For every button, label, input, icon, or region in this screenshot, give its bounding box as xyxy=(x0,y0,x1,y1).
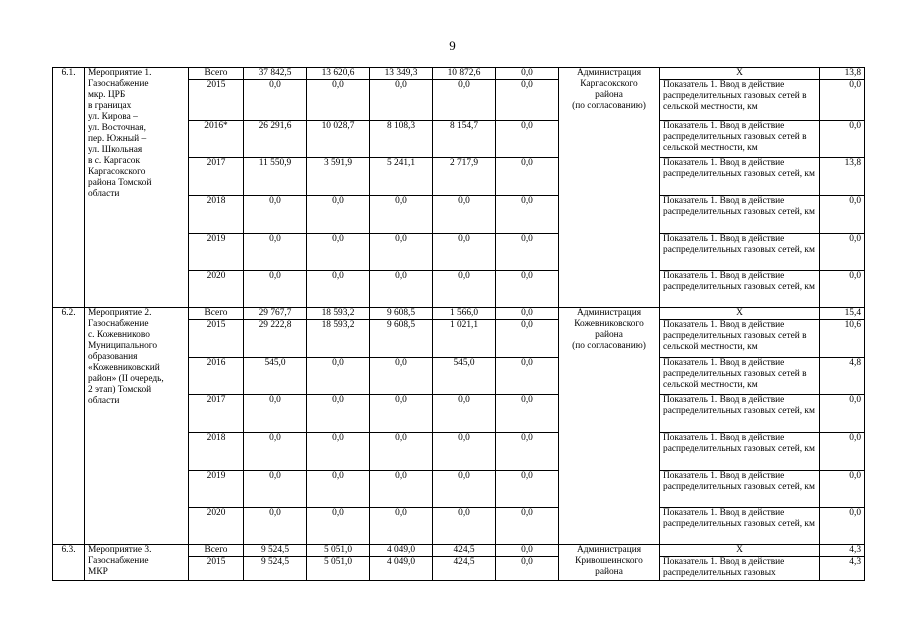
indicator-cell: Показатель 1. Ввод в действие распределительных газовых сетей, км xyxy=(660,471,820,508)
other-cell: 0,0 xyxy=(496,234,559,271)
indicator-cell: Х xyxy=(660,308,820,320)
table-row xyxy=(53,308,865,320)
local-cell: 0,0 xyxy=(433,508,496,545)
other-cell: 0,0 xyxy=(496,308,559,320)
total-cell: 9 524,5 xyxy=(244,545,307,557)
total-cell: 545,0 xyxy=(244,358,307,395)
indicator-value: 0,0 xyxy=(820,196,865,234)
regional-cell: 8 108,3 xyxy=(370,121,433,158)
other-cell: 0,0 xyxy=(496,80,559,121)
federal-cell: 18 593,2 xyxy=(307,320,370,358)
local-cell: 0,0 xyxy=(433,234,496,271)
indicator-value: 15,4 xyxy=(820,308,865,320)
year-cell: 2020 xyxy=(189,508,244,545)
indicator-value: 0,0 xyxy=(820,471,865,508)
federal-cell: 0,0 xyxy=(307,196,370,234)
item-number: 6.1. xyxy=(53,68,85,308)
total-cell: 0,0 xyxy=(244,433,307,471)
year-cell: 2017 xyxy=(189,395,244,433)
federal-cell: 10 028,7 xyxy=(307,121,370,158)
year-cell: 2015 xyxy=(189,320,244,358)
local-cell: 0,0 xyxy=(433,471,496,508)
total-cell: 9 524,5 xyxy=(244,557,307,581)
indicator-cell: Х xyxy=(660,68,820,80)
regional-cell: 0,0 xyxy=(370,196,433,234)
other-cell: 0,0 xyxy=(496,68,559,80)
item-number: 6.2. xyxy=(53,308,85,545)
other-cell: 0,0 xyxy=(496,395,559,433)
indicator-cell: Показатель 1. Ввод в действие распределительных газовых сетей в сельской местности, км xyxy=(660,320,820,358)
local-cell: 8 154,7 xyxy=(433,121,496,158)
indicator-value: 0,0 xyxy=(820,433,865,471)
indicator-value: 4,3 xyxy=(820,545,865,557)
regional-cell: 13 349,3 xyxy=(370,68,433,80)
total-cell: 0,0 xyxy=(244,508,307,545)
other-cell: 0,0 xyxy=(496,433,559,471)
local-cell: 0,0 xyxy=(433,196,496,234)
regional-cell: 9 608,5 xyxy=(370,308,433,320)
indicator-value: 0,0 xyxy=(820,395,865,433)
other-cell: 0,0 xyxy=(496,508,559,545)
local-cell: 2 717,9 xyxy=(433,158,496,196)
other-cell: 0,0 xyxy=(496,320,559,358)
federal-cell: 0,0 xyxy=(307,471,370,508)
local-cell: 0,0 xyxy=(433,271,496,308)
year-cell: 2017 xyxy=(189,158,244,196)
indicator-cell: Показатель 1. Ввод в действие распределительных газовых сетей, км xyxy=(660,196,820,234)
total-cell: 29 222,8 xyxy=(244,320,307,358)
indicator-value: 0,0 xyxy=(820,121,865,158)
year-cell: 2019 xyxy=(189,234,244,271)
item-name: Мероприятие 2. Газоснабжение с. Кожевниково Муниципального образования «Кожевниковский район» (II очередь, 2 этап) Томской области xyxy=(85,308,189,545)
other-cell: 0,0 xyxy=(496,158,559,196)
page-number: 9 xyxy=(449,38,456,53)
total-cell: 0,0 xyxy=(244,196,307,234)
local-cell: 0,0 xyxy=(433,395,496,433)
indicator-value: 10,6 xyxy=(820,320,865,358)
executor-cell: Администрация Кривошеинского района xyxy=(559,545,660,581)
indicator-value: 13,8 xyxy=(820,68,865,80)
federal-cell: 5 051,0 xyxy=(307,557,370,581)
regional-cell: 0,0 xyxy=(370,433,433,471)
local-cell: 0,0 xyxy=(433,433,496,471)
federal-cell: 5 051,0 xyxy=(307,545,370,557)
federal-cell: 3 591,9 xyxy=(307,158,370,196)
total-cell: 26 291,6 xyxy=(244,121,307,158)
regional-cell: 0,0 xyxy=(370,395,433,433)
federal-cell: 0,0 xyxy=(307,234,370,271)
federal-cell: 0,0 xyxy=(307,395,370,433)
other-cell: 0,0 xyxy=(496,271,559,308)
year-cell: 2018 xyxy=(189,433,244,471)
total-cell: 0,0 xyxy=(244,80,307,121)
indicator-cell: Показатель 1. Ввод в действие распределительных газовых сетей в сельской местности, км xyxy=(660,121,820,158)
other-cell: 0,0 xyxy=(496,545,559,557)
total-cell: 0,0 xyxy=(244,271,307,308)
other-cell: 0,0 xyxy=(496,121,559,158)
year-cell: Всего xyxy=(189,545,244,557)
indicator-value: 0,0 xyxy=(820,234,865,271)
table-row xyxy=(53,545,865,557)
regional-cell: 0,0 xyxy=(370,471,433,508)
indicator-cell: Показатель 1. Ввод в действие распределительных газовых сетей, км xyxy=(660,508,820,545)
local-cell: 424,5 xyxy=(433,545,496,557)
federal-cell: 13 620,6 xyxy=(307,68,370,80)
indicator-value: 4,3 xyxy=(820,557,865,581)
total-cell: 0,0 xyxy=(244,395,307,433)
item-name: Мероприятие 1. Газоснабжение мкр. ЦРБ в границах ул. Кирова – ул. Восточная, пер. Южный – ул. Школьная в с. Каргасок Каргасокского района Томской области xyxy=(85,68,189,308)
year-cell: 2016 xyxy=(189,358,244,395)
local-cell: 1 021,1 xyxy=(433,320,496,358)
regional-cell: 5 241,1 xyxy=(370,158,433,196)
indicator-cell: Х xyxy=(660,545,820,557)
indicator-cell: Показатель 1. Ввод в действие распределительных газовых сетей, км xyxy=(660,395,820,433)
regional-cell: 4 049,0 xyxy=(370,545,433,557)
year-cell: Всего xyxy=(189,308,244,320)
indicator-cell: Показатель 1. Ввод в действие распределительных газовых xyxy=(660,557,820,581)
program-table xyxy=(52,67,865,581)
regional-cell: 0,0 xyxy=(370,80,433,121)
indicator-value: 0,0 xyxy=(820,271,865,308)
indicator-cell: Показатель 1. Ввод в действие распределительных газовых сетей, км xyxy=(660,433,820,471)
local-cell: 10 872,6 xyxy=(433,68,496,80)
other-cell: 0,0 xyxy=(496,557,559,581)
indicator-cell: Показатель 1. Ввод в действие распределительных газовых сетей, км xyxy=(660,271,820,308)
total-cell: 29 767,7 xyxy=(244,308,307,320)
year-cell: Всего xyxy=(189,68,244,80)
other-cell: 0,0 xyxy=(496,196,559,234)
year-cell: 2018 xyxy=(189,196,244,234)
regional-cell: 0,0 xyxy=(370,358,433,395)
year-cell: 2015 xyxy=(189,80,244,121)
federal-cell: 0,0 xyxy=(307,433,370,471)
local-cell: 0,0 xyxy=(433,80,496,121)
federal-cell: 18 593,2 xyxy=(307,308,370,320)
local-cell: 545,0 xyxy=(433,358,496,395)
federal-cell: 0,0 xyxy=(307,271,370,308)
other-cell: 0,0 xyxy=(496,358,559,395)
table-body xyxy=(53,68,865,581)
regional-cell: 9 608,5 xyxy=(370,320,433,358)
federal-cell: 0,0 xyxy=(307,508,370,545)
indicator-cell: Показатель 1. Ввод в действие распределительных газовых сетей, км xyxy=(660,158,820,196)
indicator-cell: Показатель 1. Ввод в действие распределительных газовых сетей в сельской местности, км xyxy=(660,358,820,395)
total-cell: 37 842,5 xyxy=(244,68,307,80)
indicator-value: 4,8 xyxy=(820,358,865,395)
total-cell: 11 550,9 xyxy=(244,158,307,196)
table-row xyxy=(53,68,865,80)
federal-cell: 0,0 xyxy=(307,80,370,121)
indicator-cell: Показатель 1. Ввод в действие распределительных газовых сетей в сельской местности, км xyxy=(660,80,820,121)
indicator-cell: Показатель 1. Ввод в действие распределительных газовых сетей, км xyxy=(660,234,820,271)
year-cell: 2019 xyxy=(189,471,244,508)
indicator-value: 0,0 xyxy=(820,508,865,545)
federal-cell: 0,0 xyxy=(307,358,370,395)
year-cell: 2015 xyxy=(189,557,244,581)
executor-cell: Администрация Каргасокского района (по согласованию) xyxy=(559,68,660,308)
local-cell: 424,5 xyxy=(433,557,496,581)
total-cell: 0,0 xyxy=(244,234,307,271)
regional-cell: 0,0 xyxy=(370,234,433,271)
regional-cell: 4 049,0 xyxy=(370,557,433,581)
other-cell: 0,0 xyxy=(496,471,559,508)
year-cell: 2016* xyxy=(189,121,244,158)
year-cell: 2020 xyxy=(189,271,244,308)
regional-cell: 0,0 xyxy=(370,271,433,308)
indicator-value: 0,0 xyxy=(820,80,865,121)
item-number: 6.3. xyxy=(53,545,85,581)
regional-cell: 0,0 xyxy=(370,508,433,545)
total-cell: 0,0 xyxy=(244,471,307,508)
item-name: Мероприятие 3. Газоснабжение МКР xyxy=(85,545,189,581)
indicator-value: 13,8 xyxy=(820,158,865,196)
executor-cell: Администрация Кожевниковского района (по согласованию) xyxy=(559,308,660,545)
local-cell: 1 566,0 xyxy=(433,308,496,320)
